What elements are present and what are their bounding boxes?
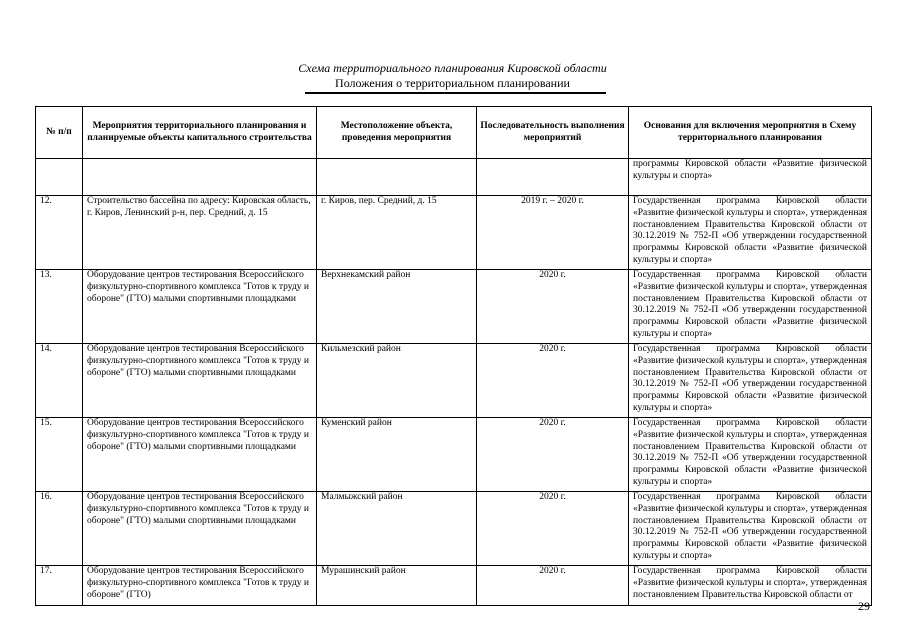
cell-number: 16.: [36, 492, 83, 566]
planning-table: [35, 106, 872, 606]
cell-sequence: 2020 г.: [477, 492, 629, 566]
cell-number: 17.: [36, 566, 83, 606]
cell-activity: Оборудование центров тестирования Всероссийского физкультурно-спортивного комплекса "Готов к труду и обороне" (ГТО) малыми спортивными площадками: [83, 492, 317, 566]
column-header-number: № п/п: [36, 107, 83, 159]
cell-activity: Оборудование центров тестирования Всероссийского физкультурно-спортивного комплекса "Готов к труду и обороне" (ГТО) малыми спортивными площадками: [83, 270, 317, 344]
table-row-continuation: [36, 159, 872, 196]
cell-sequence: 2020 г.: [477, 270, 629, 344]
table-row: [36, 418, 872, 492]
cell-basis: Государственная программа Кировской области «Развитие физической культуры и спорта», утвержденная постановлением Правительства Кировской области от 30.12.2019 № 752-П «Об утверждении государственной программы Кировской области «Развитие физической культуры и спорта»: [629, 418, 872, 492]
table-row: [36, 566, 872, 606]
cell-number: [36, 159, 83, 196]
cell-sequence: [477, 159, 629, 196]
page-number: 29: [858, 599, 870, 613]
header-rule: [305, 92, 606, 94]
table-header-row: [36, 107, 872, 159]
cell-basis: программы Кировской области «Развитие физической культуры и спорта»: [629, 159, 872, 196]
cell-location: [317, 159, 477, 196]
cell-number: 15.: [36, 418, 83, 492]
cell-activity: [83, 159, 317, 196]
cell-activity: Оборудование центров тестирования Всероссийского физкультурно-спортивного комплекса "Готов к труду и обороне" (ГТО) малыми спортивными площадками: [83, 344, 317, 418]
cell-location: г. Киров, пер. Средний, д. 15: [317, 196, 477, 270]
cell-number: 14.: [36, 344, 83, 418]
cell-location: Кильмезский район: [317, 344, 477, 418]
cell-location: Малмыжский район: [317, 492, 477, 566]
cell-sequence: 2020 г.: [477, 566, 629, 606]
cell-location: Мурашинский район: [317, 566, 477, 606]
cell-basis: Государственная программа Кировской области «Развитие физической культуры и спорта», утвержденная постановлением Правительства Кировской области от: [629, 566, 872, 606]
column-header-basis: Основания для включения мероприятия в Схему территориального планирования: [629, 107, 872, 159]
document-title: Схема территориального планирования Кировской области: [298, 61, 607, 75]
document-subtitle: Положения о территориальном планировании: [335, 76, 570, 90]
cell-number: 13.: [36, 270, 83, 344]
cell-number: 12.: [36, 196, 83, 270]
cell-basis: Государственная программа Кировской области «Развитие физической культуры и спорта», утвержденная постановлением Правительства Кировской области от 30.12.2019 № 752-П «Об утверждении государственной программы Кировской области «Развитие физической культуры и спорта»: [629, 344, 872, 418]
cell-basis: Государственная программа Кировской области «Развитие физической культуры и спорта», утвержденная постановлением Правительства Кировской области от 30.12.2019 № 752-П «Об утверждении государственной программы Кировской области «Развитие физической культуры и спорта»: [629, 492, 872, 566]
cell-basis: Государственная программа Кировской области «Развитие физической культуры и спорта», утвержденная постановлением Правительства Кировской области от 30.12.2019 № 752-П «Об утверждении государственной программы Кировской области «Развитие физической культуры и спорта»: [629, 196, 872, 270]
cell-sequence: 2019 г. – 2020 г.: [477, 196, 629, 270]
table-row: [36, 270, 872, 344]
cell-activity: Оборудование центров тестирования Всероссийского физкультурно-спортивного комплекса "Готов к труду и обороне" (ГТО) малыми спортивными площадками: [83, 418, 317, 492]
cell-location: Куменский район: [317, 418, 477, 492]
cell-basis: Государственная программа Кировской области «Развитие физической культуры и спорта», утвержденная постановлением Правительства Кировской области от 30.12.2019 № 752-П «Об утверждении государственной программы Кировской области «Развитие физической культуры и спорта»: [629, 270, 872, 344]
column-header-location: Местоположение объекта, проведения мероприятия: [317, 107, 477, 159]
column-header-sequence: Последовательность выполнения мероприятий: [477, 107, 629, 159]
cell-sequence: 2020 г.: [477, 344, 629, 418]
table-row: [36, 492, 872, 566]
cell-activity: Строительство бассейна по адресу: Кировская область, г. Киров, Ленинский р-н, пер. Средний, д. 15: [83, 196, 317, 270]
table-row: [36, 196, 872, 270]
cell-sequence: 2020 г.: [477, 418, 629, 492]
table-row: [36, 344, 872, 418]
column-header-activity: Мероприятия территориального планирования и планируемые объекты капитального строительства: [83, 107, 317, 159]
cell-activity: Оборудование центров тестирования Всероссийского физкультурно-спортивного комплекса "Готов к труду и обороне" (ГТО): [83, 566, 317, 606]
cell-location: Верхнекамский район: [317, 270, 477, 344]
